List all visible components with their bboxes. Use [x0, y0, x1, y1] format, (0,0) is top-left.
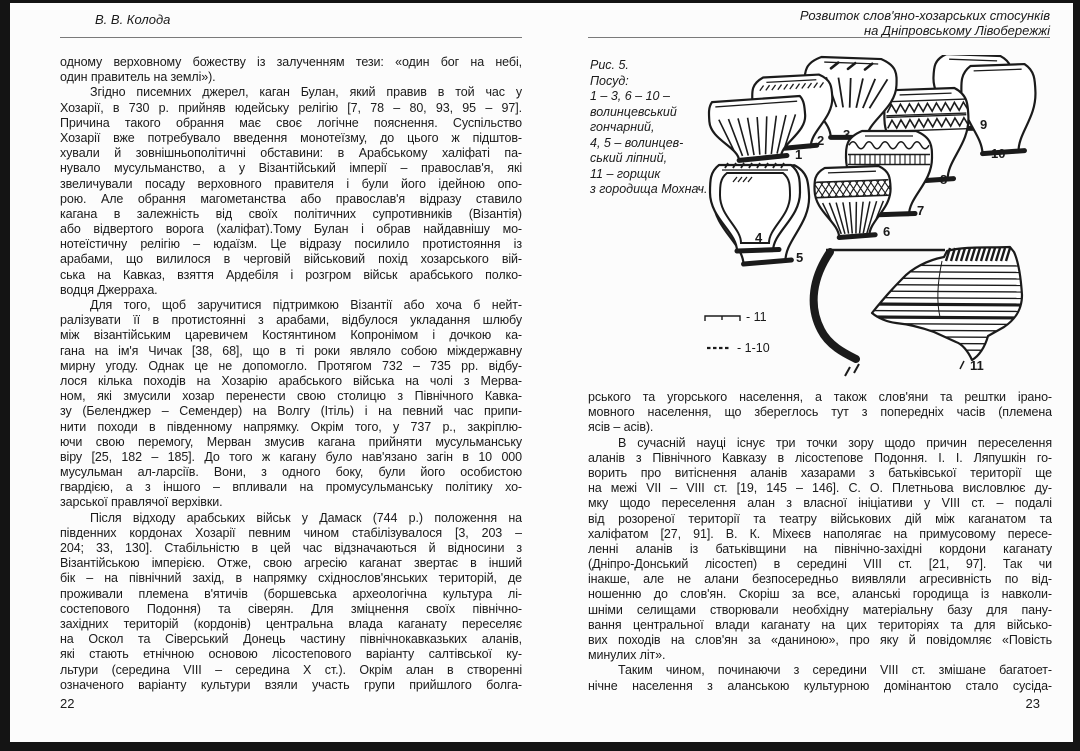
- text-line: вих походів на слов'ян за «даниною», про яку й повідомляє «Повість: [588, 633, 1052, 647]
- text-line: Причина такого обрання має своє логічне пояснення. Суспільство: [60, 115, 522, 130]
- text-line: між візантійським царевичем Костянтином Копронімом і дочкою ка-: [60, 328, 522, 343]
- figure-caption-line: 1 – 3, 6 – 10 –: [590, 89, 670, 103]
- figure-pottery-drawing: [700, 55, 1056, 393]
- text-line: гана на ім'я Чичак [38, 68], що в ті роки являло собою міждержавну: [60, 343, 522, 358]
- header-rule-right: [588, 37, 1050, 38]
- text-line: шніми селищами створювали необхідну матеріальну базу для пану-: [588, 602, 1052, 617]
- running-header-right-line1: Розвиток слов'яно-хозарських стосунків: [799, 8, 1050, 23]
- svg-text:11: 11: [970, 358, 984, 373]
- text-line: нотеїстичну релігію – юдаїзм. Це відразу посилило протистояння із: [60, 237, 522, 252]
- text-line: мусульман ал-ларсіїв. Вони, з одного боку, були його особистою: [60, 465, 522, 480]
- figure-caption-line: ський ліпний,: [590, 151, 668, 165]
- text-line: льтури (середина VIII – середина X ст.). Окрім алан в створенні: [60, 662, 522, 677]
- text-line: Візантійською імперією. Отже, свою агресію каганат звертає в інший: [60, 556, 522, 571]
- body-text-left: [60, 55, 522, 693]
- page-number-right: 23: [1025, 696, 1040, 711]
- text-line: ношенню до слов'ян. Скоріш за все, аланські городища із навколи-: [588, 587, 1052, 602]
- text-line: вання центральної влади каганату на цих територіях та для військо-: [588, 617, 1052, 632]
- text-line: від розореної території та театру військових дій між каганатом та: [588, 511, 1052, 526]
- text-line: південних кордонах Хозарії певним чином стабілізувалося [3, 203 –: [60, 525, 522, 540]
- text-line: арабами, що вилилося в черговій військовий похід хозарського вій-: [60, 252, 522, 267]
- figure-caption: [590, 58, 712, 198]
- figure-caption-line: Посуд:: [590, 73, 629, 88]
- text-line: ясів – асів).: [588, 420, 654, 435]
- text-line: нічне населення з аланською культурною домінантою стало сусіда-: [588, 678, 1052, 693]
- text-line: хували й зовнішньополітичні обставини: в Арабському халіфаті па-: [60, 146, 522, 161]
- text-line: лося кілька походів на Хозарію арабського війська на чолі з Мерва-: [60, 373, 522, 388]
- text-line: Для того, щоб заручитися підтримкою Візантії або хоча б нейт-: [90, 298, 522, 312]
- running-header-left: В. В. Колода: [95, 12, 171, 27]
- body-text-right: [588, 390, 1052, 694]
- figure-caption-line: 11 – горщик: [590, 166, 661, 181]
- text-line: ворить про витіснення аланів хазарами з батьківської території ще: [588, 465, 1052, 480]
- figure-caption-line: волинцевський: [590, 104, 677, 119]
- page-number-left: 22: [60, 696, 75, 711]
- text-line: ська на Кавказ, взяття Ардебіля і розгром військ арабського полко-: [60, 267, 522, 282]
- text-line: рою. Але обрання магометанства або православ'я відразу ставило: [60, 191, 522, 206]
- svg-text:6: 6: [883, 224, 891, 239]
- text-line: проживали племена в'ятичів (боршевська археологічна культура лі-: [60, 586, 522, 601]
- running-header-right: [588, 9, 1050, 38]
- text-line: ном, які змусили хозар перенести свою столицю з Північного Кавка-: [60, 389, 522, 404]
- text-line: Після відходу арабських військ у Дамаск (744 р.) положення на: [90, 510, 522, 525]
- text-line: Згідно писемних джерел, каган Булан, який правив в той час у: [90, 85, 522, 100]
- text-line: кагана в залежність від своїх політичних супротивників (Візантія): [60, 206, 522, 221]
- text-line: мку щодо переселення алан з власної ініціативи у VIII ст. – подалі: [588, 496, 1052, 511]
- text-line: нити походи в південному напрямку. Окрім того, у 737 р., закріплю-: [60, 419, 522, 434]
- text-line: ралізувати її в протистоянні з арабами, відбулося укладання шлюбу: [60, 313, 522, 328]
- text-line: або відвертого ворога (халіфат).Тому Булан і обрав найдавнішу мо-: [60, 222, 522, 237]
- text-line: віру [25, 182 – 185]. До того ж кагану було нав'язано загін в 10 000: [60, 449, 522, 464]
- text-line: 204; 33, 130]. Стабільністю в цей час відзначаються й відносини з: [60, 541, 522, 555]
- text-line: зу (Беленджер – Семендер) на Волгу (Ітіль) і на певний час припи-: [60, 404, 522, 419]
- text-line: состепового Подоння) та сіверян. Для зміцнення своїх північно-: [60, 601, 522, 616]
- text-line: на межі VII – VIII ст. [19, 145 – 146]. С. О. Плетньова висловлює ду-: [588, 481, 1052, 496]
- text-line: один правитель на землі»).: [60, 70, 216, 85]
- svg-text:1: 1: [795, 147, 803, 162]
- svg-text:7: 7: [917, 203, 925, 218]
- text-line: бік – на північний захід, в напрямку східнослов'янських територій, де: [60, 571, 522, 586]
- text-line: минулих літ».: [588, 648, 666, 663]
- text-line: рського та угорського населення, а також слов'яни та рештки ірано-: [588, 390, 1052, 404]
- text-line: Хозарії вже потребувало введення монотеїзму, до цього ж підштов-: [60, 130, 522, 145]
- svg-text:10: 10: [991, 146, 1006, 161]
- svg-text:9: 9: [980, 117, 988, 132]
- text-line: (Дніпро-Донський лісостеп) в середині VIII ст. [21, 97]. Так чи: [588, 557, 1052, 572]
- figure-caption-line: з городища Мохнач.: [590, 182, 708, 196]
- text-line: нувало мусульманство, а у Візантійський імперії – православ'я, які: [60, 161, 522, 176]
- svg-text:2: 2: [817, 133, 825, 148]
- figure-caption-line: Рис. 5.: [590, 58, 629, 72]
- text-line: халіфатом [27, 91]. В. К. Міхеєв наполягає на примусовому пересе-: [588, 526, 1052, 541]
- text-line: західних територій (кордонів) центральна влада каганату переселяє: [60, 616, 522, 631]
- text-line: які стають етнічною основою лісостепового варіанту салтівської ку-: [60, 647, 522, 662]
- text-line: мовного населення, що збереглось тут з попередніх часів (племена: [588, 405, 1052, 420]
- text-line: гвардією, а з іншого – впливали на промусульманську політику хо-: [60, 480, 522, 495]
- text-line: інакше, але не алани безпосередньо виявляли агресивність по від-: [588, 572, 1052, 587]
- svg-text:- 1-10: - 1-10: [737, 341, 770, 355]
- figure-caption-line: 4, 5 – волинцев-: [590, 135, 684, 150]
- book-spread: [10, 3, 1073, 742]
- text-line: Таким чином, починаючи з середини VIII ст. змішане багатоет-: [618, 663, 1052, 678]
- svg-text:3: 3: [843, 127, 851, 142]
- text-line: аланів з Північного Кавказу в лісостепове Подоння. І. І. Ляпушкін го-: [588, 450, 1052, 465]
- svg-text:8: 8: [940, 172, 948, 187]
- text-line: зарської правлячої верхівки.: [60, 495, 223, 510]
- figure-caption-line: гончарний,: [590, 120, 655, 134]
- text-line: на Оскол та Сіверський Донець частину північнокавказьких аланів,: [60, 632, 522, 647]
- text-line: В сучасній науці існує три точки зору щодо причин переселення: [618, 435, 1052, 450]
- text-line: водця Джерраха.: [60, 282, 158, 297]
- svg-text:5: 5: [796, 250, 804, 265]
- header-rule-left: [60, 37, 522, 38]
- running-header-right-line2: на Дніпровському Лівобережжі: [863, 22, 1050, 38]
- svg-text:4: 4: [755, 230, 763, 245]
- text-line: ючи свою перемогу, Мерван змусив кагана прийняти мусульманську: [60, 434, 522, 449]
- text-line: означеного варіанту культури взяли участь групи прийшлого болга-: [60, 677, 522, 692]
- text-line: Хозарії, в 730 р. прийняв юдейську релігію [7, 78 – 80, 93, 95 – 97].: [60, 100, 522, 115]
- text-line: ленні аланів із батьківщини на північно-західні кордони каганату: [588, 541, 1052, 556]
- svg-text:- 11: - 11: [746, 310, 767, 324]
- text-line: звеличували посаду верховного правителя і були його ідейною опо-: [60, 176, 522, 191]
- text-line: мирну угоду. Однак це не допомогло. Протягом 732 – 735 рр. відбу-: [60, 358, 522, 373]
- text-line: одному верховному божеству із залученням тези: «один бог на небі,: [60, 55, 522, 69]
